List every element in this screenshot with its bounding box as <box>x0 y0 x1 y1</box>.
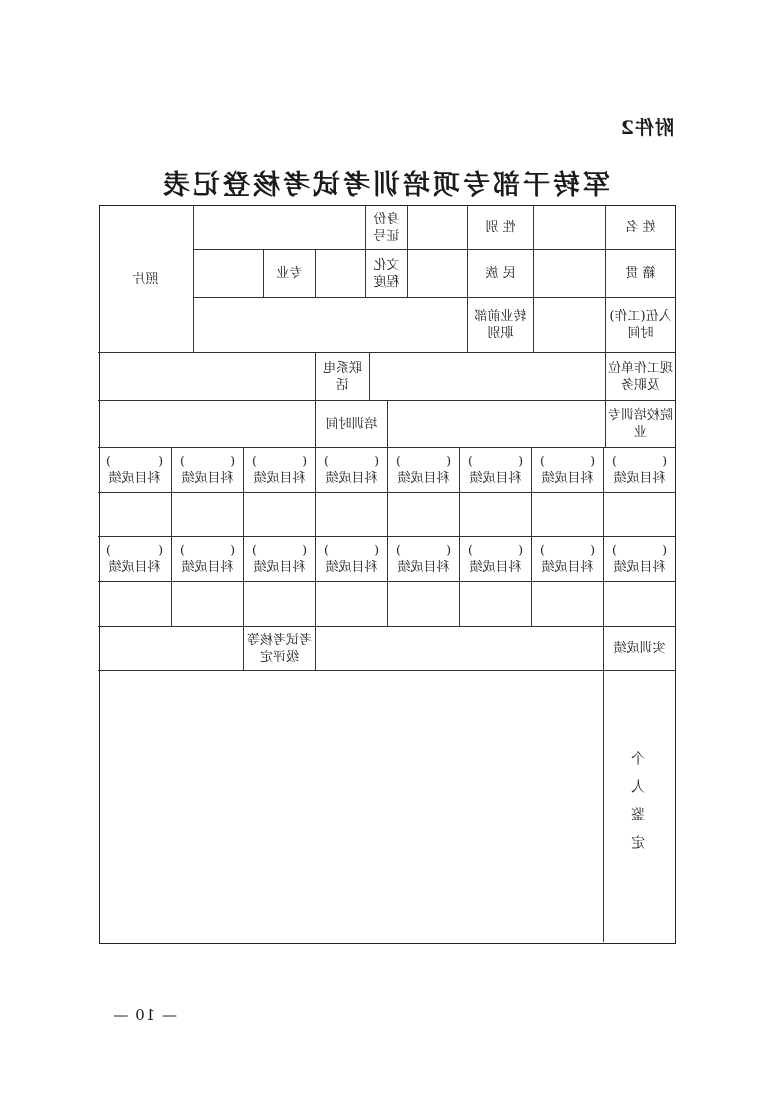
subject-score-header: ( ) 科目成绩 <box>171 448 243 493</box>
photo-area[interactable]: 照片 <box>98 206 193 353</box>
id-number-label: 身份证号 <box>365 206 407 250</box>
subject-score-value[interactable] <box>98 493 171 537</box>
form-title: 军转干部专项培训考试考核登记表 <box>160 170 610 201</box>
subject-score-header: ( ) 科目成绩 <box>459 537 531 582</box>
subject-score-value[interactable] <box>531 582 603 627</box>
gender-value[interactable] <box>407 206 467 250</box>
exam-rating-value[interactable] <box>98 627 243 671</box>
self-assessment-value[interactable] <box>98 671 603 942</box>
page-number: — 10 — <box>112 1006 177 1024</box>
enlist-time-label: 入伍(工作)时间 <box>605 298 675 353</box>
subject-score-value[interactable] <box>603 493 675 537</box>
subject-score-header: ( ) 科目成绩 <box>243 537 315 582</box>
subject-score-header: ( ) 科目成绩 <box>531 448 603 493</box>
major-value[interactable] <box>193 250 263 298</box>
subject-score-header: ( ) 科目成绩 <box>315 448 387 493</box>
subject-score-header: ( ) 科目成绩 <box>98 448 171 493</box>
school-major-label: 院校培训专业 <box>605 401 675 448</box>
subject-score-value[interactable] <box>243 582 315 627</box>
annex-label: 附件2 <box>619 117 674 139</box>
self-assessment-label: 个人鉴定 <box>603 671 675 942</box>
education-label: 文化程度 <box>365 250 407 298</box>
enlist-time-value[interactable] <box>533 298 605 353</box>
subject-score-header: ( ) 科目成绩 <box>243 448 315 493</box>
training-time-value[interactable] <box>98 401 315 448</box>
gender-label: 性 别 <box>467 206 533 250</box>
subject-score-value[interactable] <box>171 582 243 627</box>
pre-transfer-dept-value[interactable] <box>193 298 467 353</box>
training-time-label: 培训时间 <box>315 401 387 448</box>
practical-score-label: 实训成绩 <box>603 627 675 671</box>
subject-score-value[interactable] <box>243 493 315 537</box>
current-work-value[interactable] <box>369 353 605 401</box>
name-label: 姓 名 <box>605 206 675 250</box>
major-label: 专业 <box>263 250 315 298</box>
subject-score-value[interactable] <box>459 493 531 537</box>
id-number-value[interactable] <box>193 206 365 250</box>
subject-score-header: ( ) 科目成绩 <box>315 537 387 582</box>
name-value[interactable] <box>533 206 605 250</box>
subject-score-header: ( ) 科目成绩 <box>387 537 459 582</box>
ethnicity-value[interactable] <box>407 250 467 298</box>
contact-phone-value[interactable] <box>98 353 315 401</box>
registration-table <box>99 205 676 944</box>
education-value[interactable] <box>315 250 365 298</box>
subject-score-header: ( ) 科目成绩 <box>459 448 531 493</box>
native-place-label: 籍 贯 <box>605 250 675 298</box>
subject-score-value[interactable] <box>315 493 387 537</box>
practical-score-value[interactable] <box>315 627 603 671</box>
subject-score-value[interactable] <box>603 582 675 627</box>
subject-score-header: ( ) 科目成绩 <box>171 537 243 582</box>
subject-score-header: ( ) 科目成绩 <box>387 448 459 493</box>
subject-score-value[interactable] <box>315 582 387 627</box>
contact-phone-label: 联系电话 <box>315 353 369 401</box>
pre-transfer-dept-label: 转业前部职别 <box>467 298 533 353</box>
subject-score-header: ( ) 科目成绩 <box>603 537 675 582</box>
subject-score-value[interactable] <box>387 582 459 627</box>
native-place-value[interactable] <box>533 250 605 298</box>
subject-score-value[interactable] <box>387 493 459 537</box>
exam-rating-label: 考试考核等级评定 <box>243 627 315 671</box>
school-major-value[interactable] <box>387 401 605 448</box>
subject-score-header: ( ) 科目成绩 <box>98 537 171 582</box>
subject-score-value[interactable] <box>459 582 531 627</box>
subject-score-value[interactable] <box>98 582 171 627</box>
subject-score-value[interactable] <box>531 493 603 537</box>
subject-score-header: ( ) 科目成绩 <box>603 448 675 493</box>
subject-score-header: ( ) 科目成绩 <box>531 537 603 582</box>
subject-score-value[interactable] <box>171 493 243 537</box>
ethnicity-label: 民 族 <box>467 250 533 298</box>
current-work-label: 现工作单位及职务 <box>605 353 675 401</box>
